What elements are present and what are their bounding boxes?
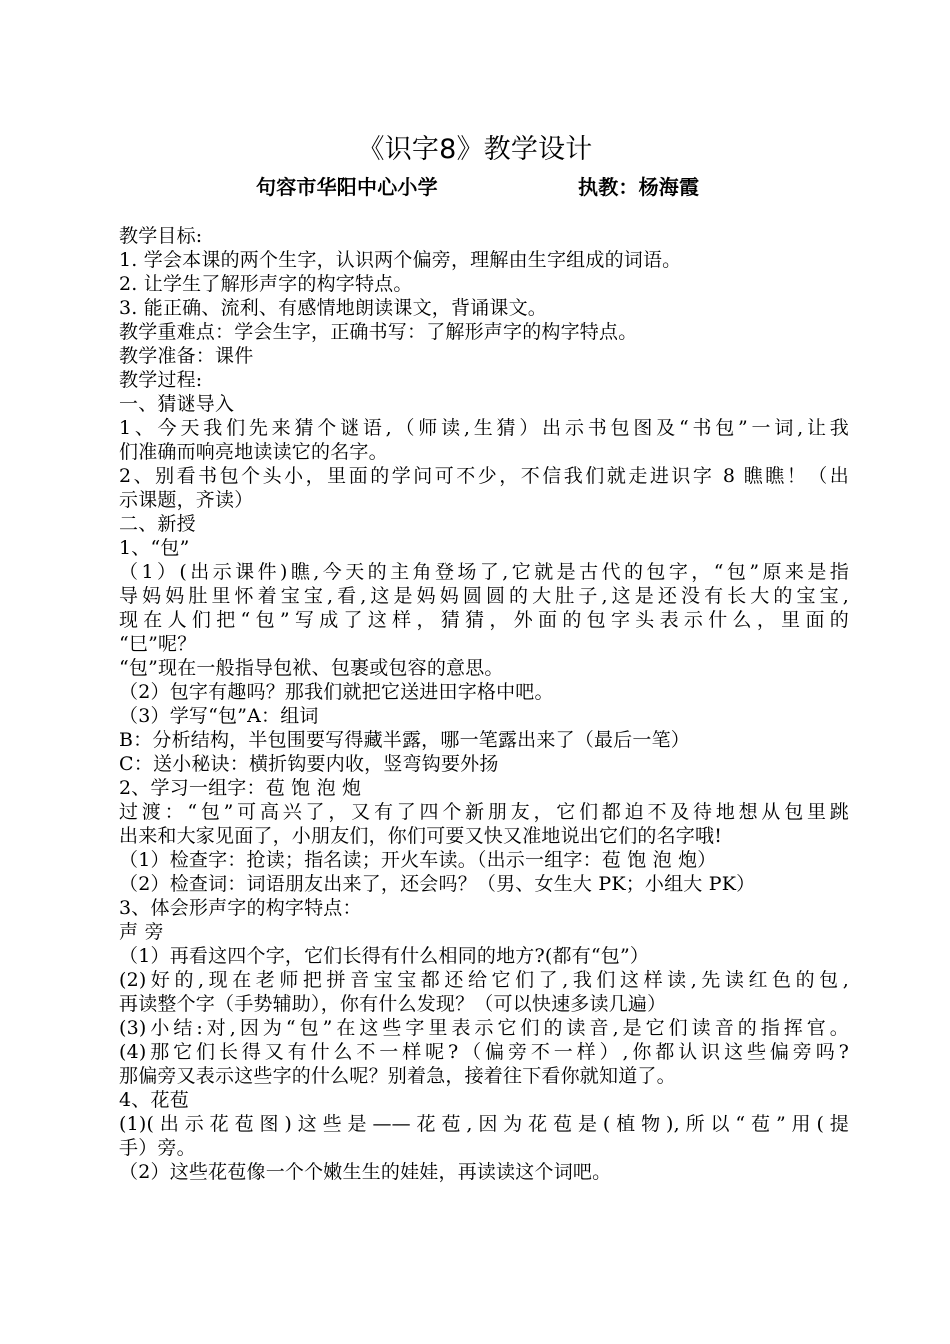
- text-line: （2）这些花苞像一个个嫩生生的娃娃，再读读这个词吧。: [119, 1161, 612, 1183]
- text-line: （1）(出示课件)瞧,今天的主角登场了,它就是古代的包字，“包”原来是指: [119, 561, 849, 583]
- text-line: 二、新授: [119, 513, 196, 535]
- text-line: 那偏旁又表示这些字的什么呢？别着急，接着往下看你就知道了。: [119, 1065, 676, 1087]
- text-line: （1）再看这四个字，它们长得有什么相同的地方?(都有“包”）: [119, 945, 650, 967]
- text-line: （2）检查词：词语朋友出来了，还会吗？（男、女生大 PK；小组大 PK）: [119, 873, 756, 895]
- text-line: “包”现在一般指导包袱、包裹或包容的意思。: [119, 657, 504, 679]
- text-line: 1. 学会本课的两个生字，认识两个偏旁，理解由生字组成的词语。: [119, 249, 682, 271]
- teacher-name: 执教：杨海霞: [578, 175, 700, 199]
- text-line: 2、学习一组字：苞 饱 泡 炮: [119, 777, 362, 799]
- text-line: （1）检查字：抢读；指名读；开火车读。（出示一组字：苞 饱 泡 炮）: [119, 849, 717, 871]
- text-line: 一、猜谜导入: [119, 393, 235, 415]
- text-line: 教学重难点：学会生字，正确书写：了解形声字的构字特点。: [119, 321, 638, 343]
- text-line: 过渡：“包”可高兴了，又有了四个新朋友，它们都迫不及待地想从包里跳: [119, 801, 849, 823]
- text-line: 教学准备：课件: [119, 345, 254, 367]
- text-line: 现在人们把“包”写成了这样，猜猜，外面的包字头表示什么，里面的: [119, 609, 849, 631]
- text-line: 3. 能正确、流利、有感情地朗读课文，背诵课文。: [119, 297, 547, 319]
- text-line: 3、体会形声字的构字特点：: [119, 897, 362, 919]
- text-line: C：送小秘诀：横折钩要内收，竖弯钩要外扬: [119, 753, 499, 775]
- text-line: 出来和大家见面了，小朋友们，你们可要又快又准地说出它们的名字哦!: [119, 825, 723, 847]
- text-line: B：分析结构，半包围要写得藏半露，哪一笔露出来了（最后一笔）: [119, 729, 690, 751]
- text-line: 2、别看书包个头小，里面的学问可不少，不信我们就走进识字 8 瞧瞧！（出: [119, 465, 849, 487]
- text-line: 1、“包”: [119, 537, 190, 559]
- text-line: 声 旁: [119, 921, 164, 943]
- text-line: 们准确而响亮地读读它的名字。: [119, 441, 388, 463]
- text-line: （2）包字有趣吗？那我们就把它送进田字格中吧。: [119, 681, 554, 703]
- school-name: 句容市华阳中心小学: [256, 175, 438, 199]
- text-line: 手）旁。: [119, 1137, 196, 1159]
- text-line: “巳”呢？: [119, 633, 197, 655]
- text-line: 教学目标:: [119, 225, 203, 247]
- text-line: 教学过程:: [119, 369, 203, 391]
- text-line: 4、花苞: [119, 1089, 189, 1111]
- text-line: (1)(出示花苞图)这些是——花苞,因为花苞是(植物),所以“苞”用(提: [119, 1113, 849, 1135]
- text-line: 2. 让学生了解形声字的构字特点。: [119, 273, 413, 295]
- text-line: 导妈妈肚里怀着宝宝,看,这是妈妈圆圆的大肚子,这是还没有长大的宝宝,: [119, 585, 849, 607]
- text-line: (2)好的,现在老师把拼音宝宝都还给它们了,我们这样读,先读红色的包,: [119, 969, 849, 991]
- text-line: 1、今天我们先来猜个谜语,（师读,生猜）出示书包图及“书包”一词,让我: [119, 417, 849, 439]
- text-line: (3)小结:对,因为“包”在这些字里表示它们的读音,是它们读音的指挥官。: [119, 1017, 849, 1039]
- document-body: [119, 224, 849, 1184]
- text-line: (4)那它们长得又有什么不一样呢?（偏旁不一样）,你都认识这些偏旁吗?: [119, 1041, 849, 1063]
- text-line: 示课题，齐读）: [119, 489, 254, 511]
- document-title: 《识字8》教学设计: [357, 134, 593, 165]
- text-line: （3）学写“包”A：组词: [119, 705, 319, 727]
- text-line: 再读整个字（手势辅助），你有什么发现？（可以快速多读几遍）: [119, 993, 667, 1015]
- author-line: [0, 173, 950, 201]
